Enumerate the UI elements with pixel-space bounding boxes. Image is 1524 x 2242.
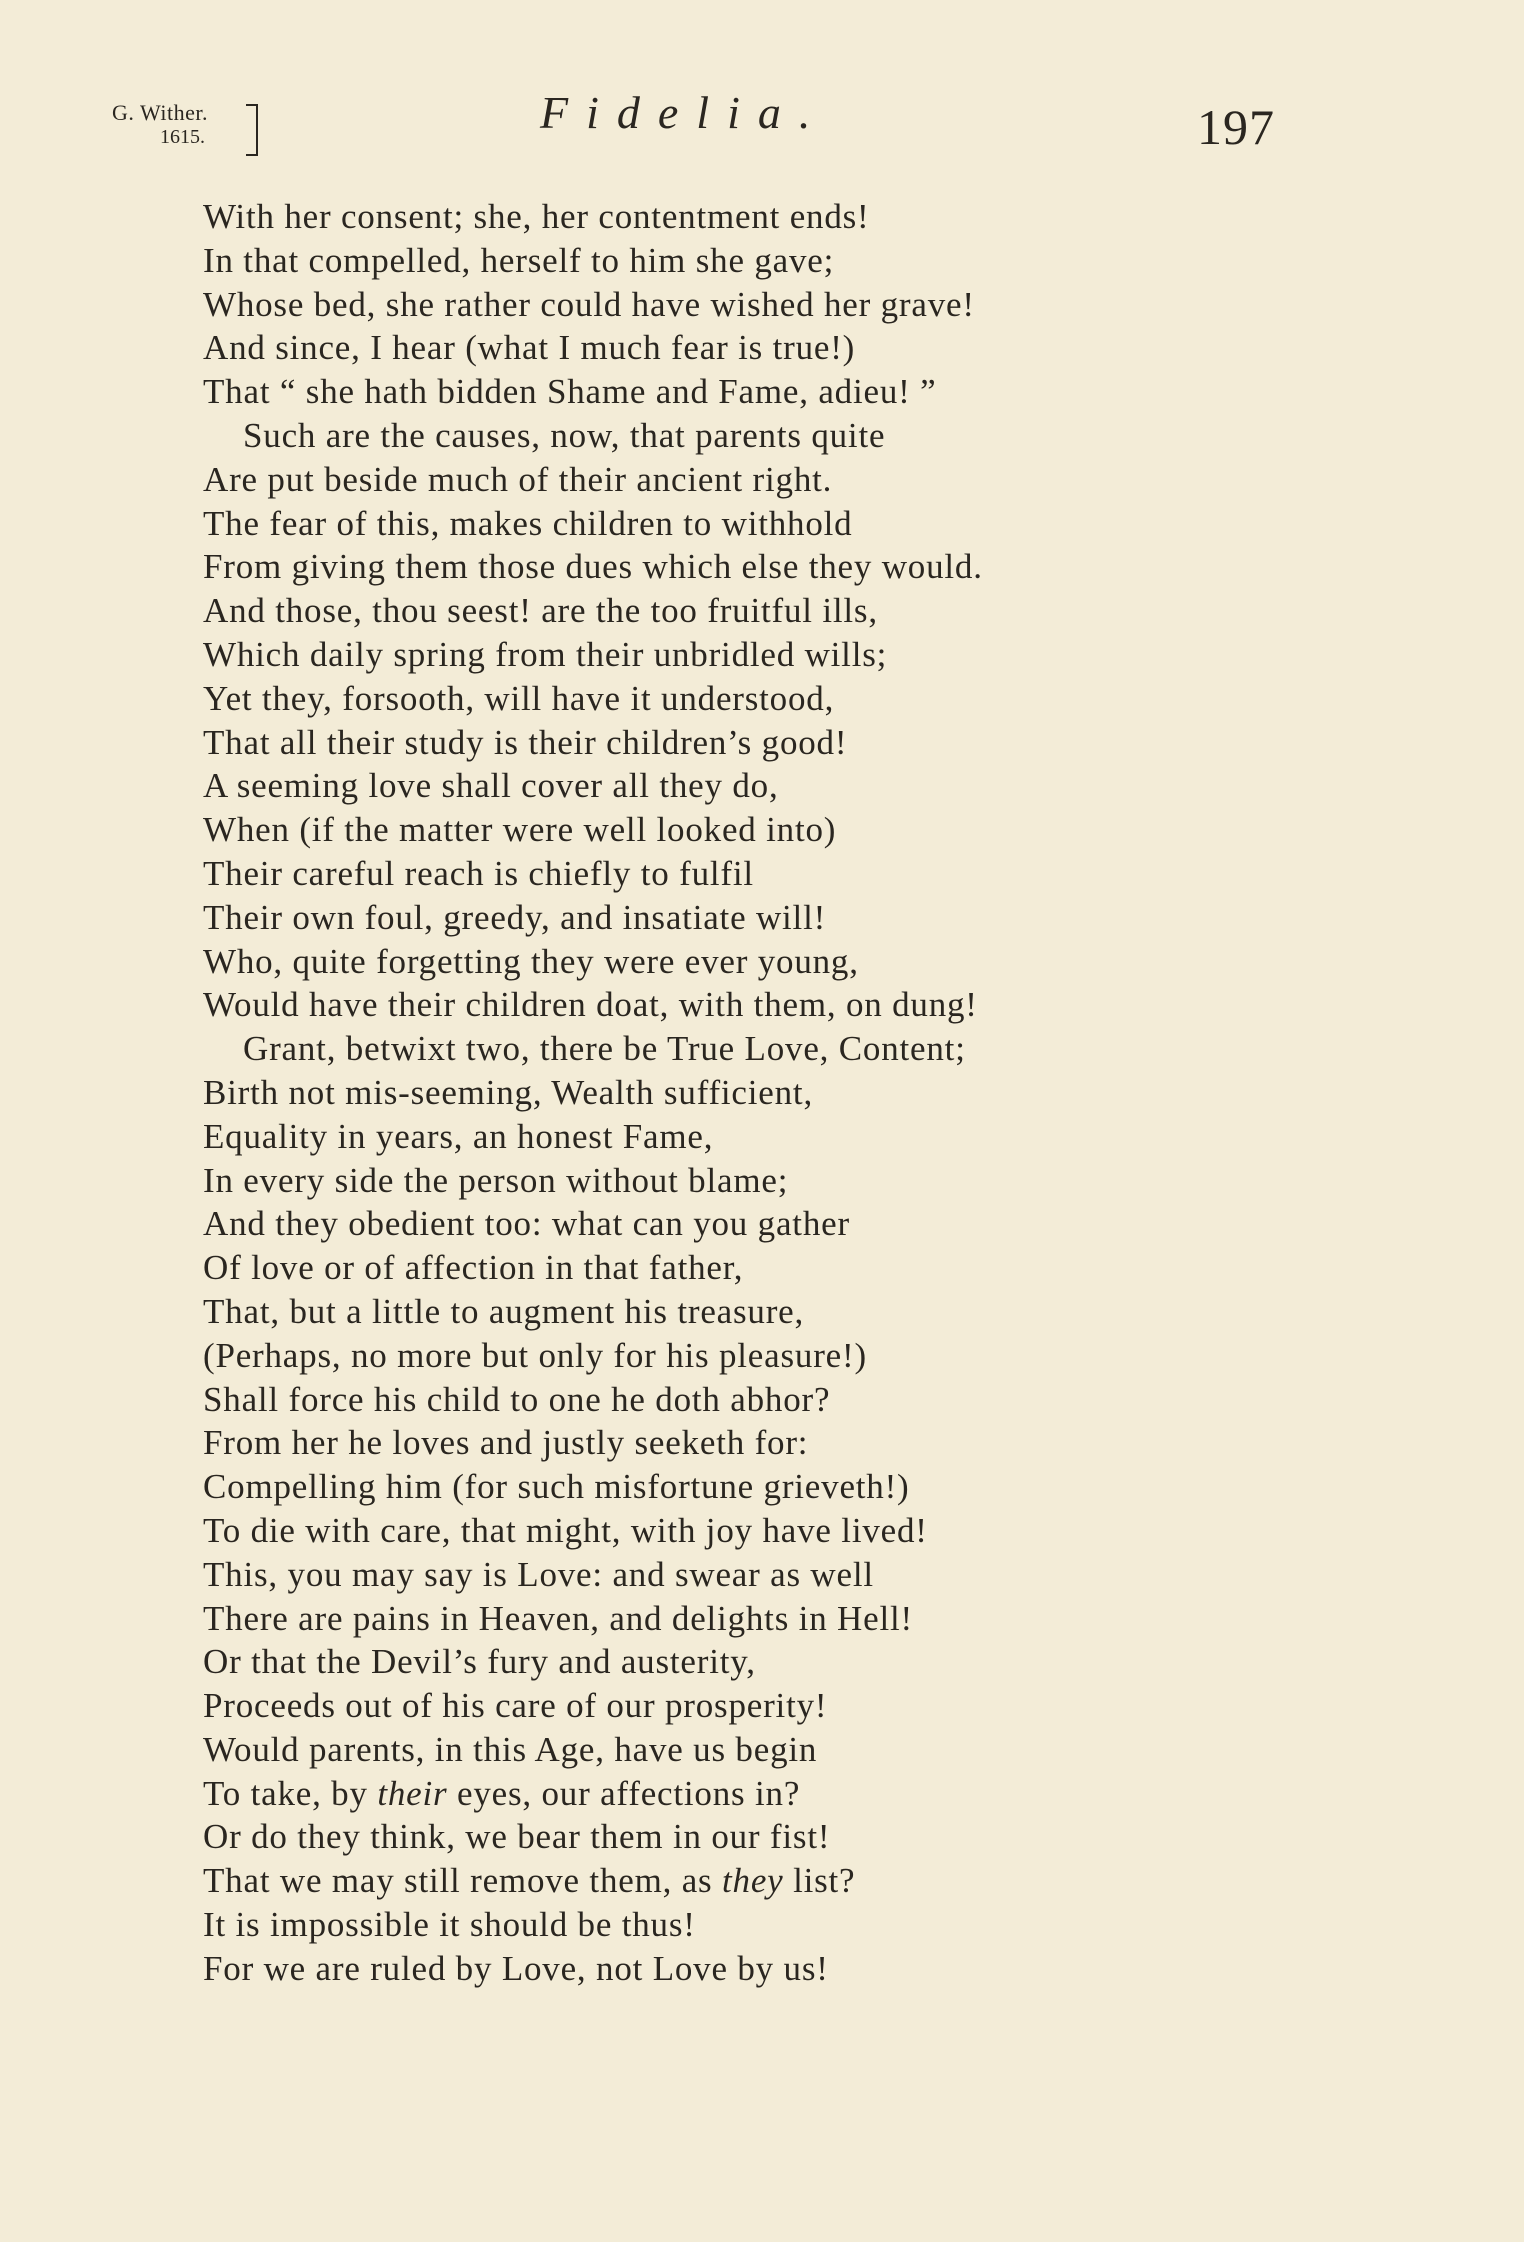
poem-line: A seeming love shall cover all they do, bbox=[203, 766, 779, 806]
poem-line: Birth not mis-seeming, Wealth sufficient, bbox=[203, 1072, 813, 1112]
poem-line: To die with care, that might, with joy have lived! bbox=[203, 1510, 928, 1550]
poem-line: Shall force his child to one he doth abhor? bbox=[203, 1379, 831, 1419]
page-number: 197 bbox=[1197, 99, 1275, 155]
poem-line: When (if the matter were well looked into) bbox=[203, 810, 837, 850]
poem-line: Their careful reach is chiefly to fulfil bbox=[203, 853, 754, 893]
poem-line: And those, thou seest! are the too fruitful ills, bbox=[203, 591, 878, 631]
poem-line: This, you may say is Love: and swear as well bbox=[203, 1554, 874, 1594]
poem-body bbox=[203, 195, 1303, 1991]
author-name: G. Wither. bbox=[112, 100, 208, 125]
poem-line: Of love or of affection in that father, bbox=[203, 1248, 744, 1288]
poem-line: And they obedient too: what can you gather bbox=[203, 1204, 850, 1244]
poem-line: Whose bed, she rather could have wished her grave! bbox=[203, 284, 975, 324]
running-head bbox=[0, 0, 1524, 170]
poem-line: With her consent; she, her contentment ends! bbox=[203, 197, 870, 236]
poem-line: Equality in years, an honest Fame, bbox=[203, 1116, 714, 1156]
poem-line: Would parents, in this Age, have us begin bbox=[203, 1729, 818, 1769]
poem-line: That “ she hath bidden Shame and Fame, adieu! ” bbox=[203, 372, 937, 412]
page-title: Fidelia. bbox=[540, 87, 829, 138]
poem-line: Their own foul, greedy, and insatiate will! bbox=[203, 897, 827, 937]
poem-line: From her he loves and justly seeketh for: bbox=[203, 1423, 809, 1463]
poem-line: For we are ruled by Love, not Love by us! bbox=[203, 1948, 829, 1988]
poem-line: From giving them those dues which else they would. bbox=[203, 547, 983, 587]
poem-line: Are put beside much of their ancient right. bbox=[203, 459, 833, 499]
bracket-mark bbox=[246, 104, 258, 156]
poem-line: Compelling him (for such misfortune grieveth!) bbox=[203, 1467, 910, 1507]
poem-line: Proceeds out of his care of our prosperity! bbox=[203, 1686, 828, 1726]
poem-line: In that compelled, herself to him she gave; bbox=[203, 240, 835, 280]
poem-line: Such are the causes, now, that parents quite bbox=[243, 415, 886, 455]
poem-line: That all their study is their children’s good! bbox=[203, 722, 848, 762]
poem-line: Yet they, forsooth, will have it understood, bbox=[203, 678, 835, 718]
poem-line: Which daily spring from their unbridled wills; bbox=[203, 634, 888, 674]
poem-line: In every side the person without blame; bbox=[203, 1160, 789, 1200]
poem-line: That, but a little to augment his treasure, bbox=[203, 1291, 805, 1331]
poem-line: Or that the Devil’s fury and austerity, bbox=[203, 1642, 756, 1682]
poem-line: Grant, betwixt two, there be True Love, Content; bbox=[243, 1029, 966, 1069]
poem-line: To take, by their eyes, our affections in? bbox=[203, 1773, 801, 1813]
poem-line: Who, quite forgetting they were ever young, bbox=[203, 941, 859, 981]
poem-line: That we may still remove them, as they list? bbox=[203, 1861, 856, 1901]
author-note bbox=[112, 100, 272, 160]
poem-line: (Perhaps, no more but only for his pleasure!) bbox=[203, 1335, 867, 1375]
author-year: 1615. bbox=[160, 126, 205, 148]
poem-line: Would have their children doat, with them, on dung! bbox=[203, 985, 978, 1025]
poem-line: It is impossible it should be thus! bbox=[203, 1905, 696, 1945]
poem-line: There are pains in Heaven, and delights in Hell! bbox=[203, 1598, 913, 1638]
poem-line: Or do they think, we bear them in our fist! bbox=[203, 1817, 831, 1857]
poem-line: The fear of this, makes children to withhold bbox=[203, 503, 853, 543]
poem-line: And since, I hear (what I much fear is true!) bbox=[203, 328, 856, 368]
